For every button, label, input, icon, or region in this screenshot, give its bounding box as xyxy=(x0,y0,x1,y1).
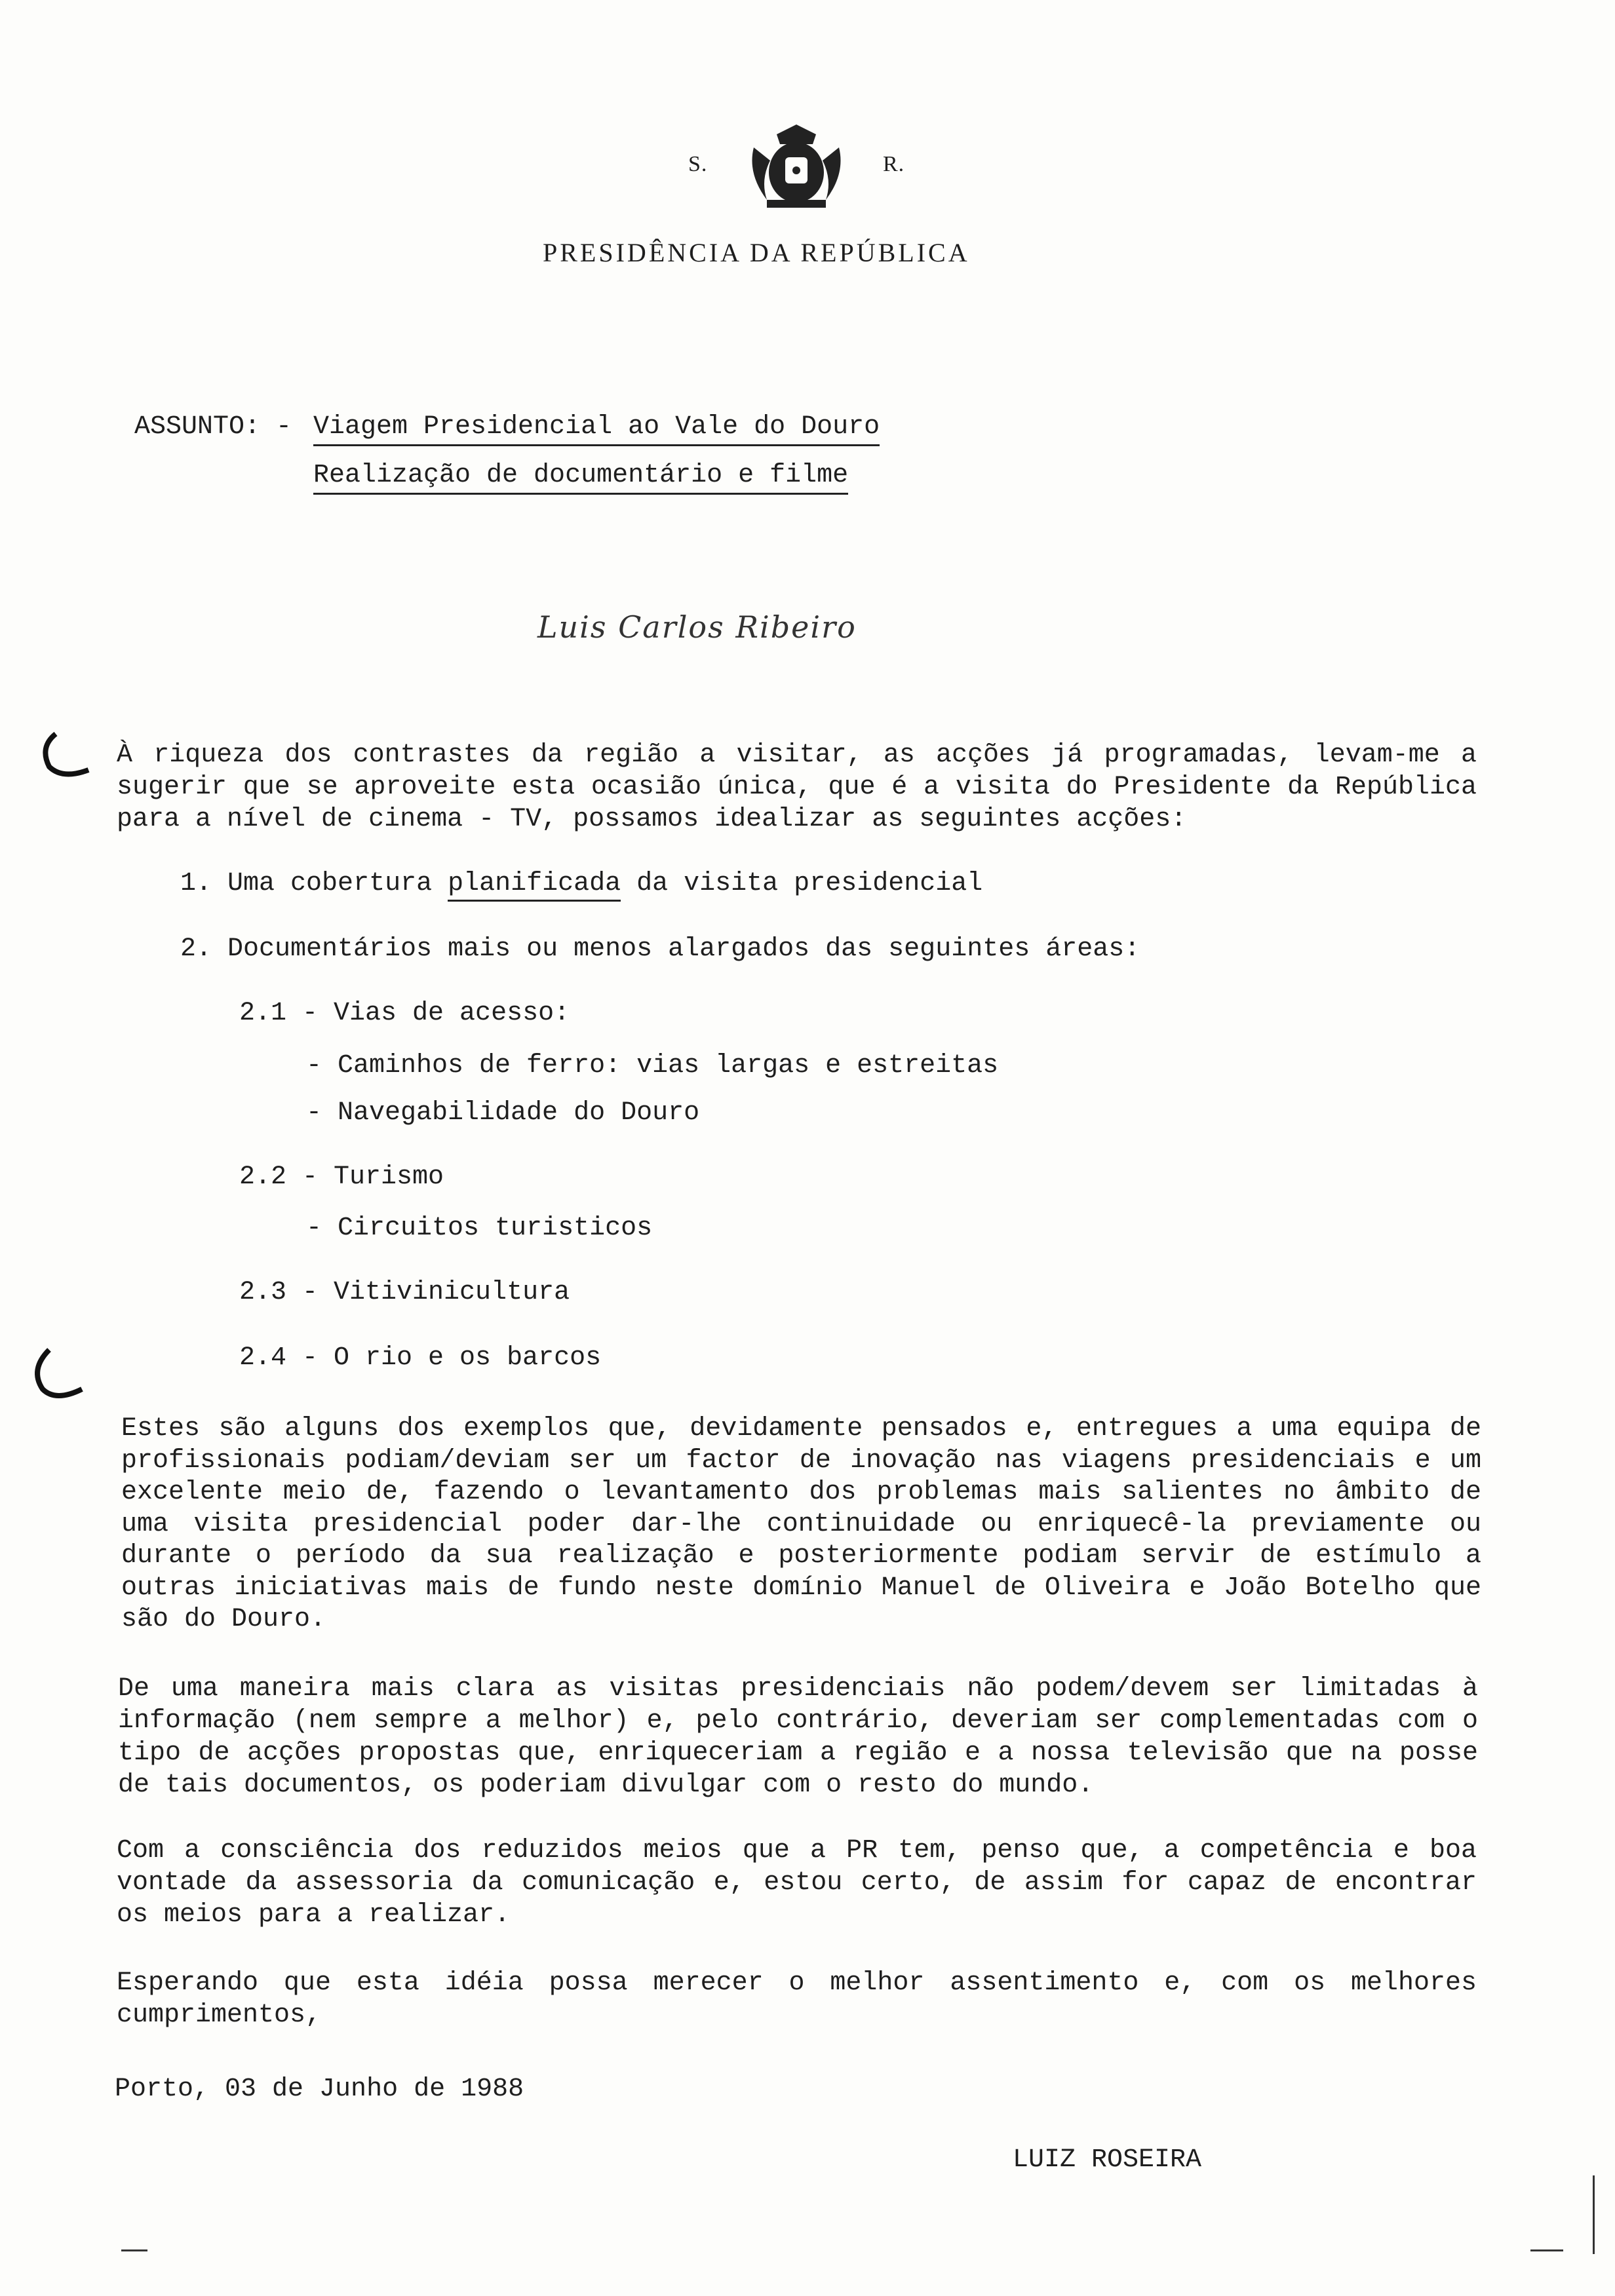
list-item-1-text: Uma cobertura xyxy=(227,869,448,898)
margin-bracket-mark xyxy=(26,1347,88,1406)
subject-line-1: Viagem Presidencial ao Vale do Douro xyxy=(313,411,880,446)
list-item-1-number: 1. xyxy=(180,869,212,898)
list-item-2: 2. Documentários mais ou menos alargados das seguintes áreas: xyxy=(180,934,1140,964)
signature-name: LUIZ ROSEIRA xyxy=(1013,2145,1202,2175)
subject-label: ASSUNTO: - xyxy=(134,412,292,442)
subitem-2-3: 2.3 - Vitivinicultura xyxy=(239,1278,570,1307)
subitem-2-4: 2.4 - O rio e os barcos xyxy=(239,1343,602,1373)
list-item-1 xyxy=(180,868,983,900)
list-item-1-tail: da visita presidencial xyxy=(621,869,983,898)
body-paragraph-2: De uma maneira mais clara as visitas presidenciais não podem/devem ser limitadas à informação (nem sempre a melhor) e, pelo contrário, deveriam ser complementadas com o tipo de acções propostas que, enriqueceriam a região e a nossa televisão que na posse de tais documentos, os poderiam divulgar com o resto do mundo. xyxy=(118,1674,1478,1800)
place-date: Porto, 03 de Junho de 1988 xyxy=(115,2075,524,2104)
subitem-2-1: 2.1 - Vias de acesso: xyxy=(239,999,570,1028)
handwritten-annotation: Luis Carlos Ribeiro xyxy=(537,609,857,645)
body-paragraph-1: Estes são alguns dos exemplos que, devidamente pensados e, entregues a uma equipa de profissionais podiam/deviam ser um factor de inovação nas viagens presidenciais e um excelente meio de, fazendo o levantamento dos problemas mais salientes no âmbito de uma visita presidencial poder dar-lhe continuidade ou enriquecê-la previamente ou durante o período da sua realização e posteriormente podiam servir de estímulo a outras iniciativas mais de fundo neste domínio Manuel de Oliveira e João Botelho que são do Douro. xyxy=(121,1414,1481,1634)
scan-bottom-dash xyxy=(1530,2249,1563,2251)
subitem-2-2-a: - Circuitos turisticos xyxy=(306,1214,653,1243)
header-letter-right: R. xyxy=(883,152,905,176)
intro-paragraph: À riqueza dos contrastes da região a visitar, as acções já programadas, levam-me a sugerir que se aproveite esta ocasião única, que é a visita do Presidente da República para a nível de cinema - TV, possamos idealizar as seguintes acções: xyxy=(117,740,1477,834)
subitem-2-1-b: - Navegabilidade do Douro xyxy=(306,1098,700,1128)
subitem-2-2: 2.2 - Turismo xyxy=(239,1162,444,1192)
subitem-2-1-a: - Caminhos de ferro: vias largas e estreitas xyxy=(306,1051,999,1081)
scan-bottom-dash xyxy=(121,2249,147,2251)
institution-title: PRESIDÊNCIA DA REPÚBLICA xyxy=(543,238,970,267)
margin-bracket-mark xyxy=(36,731,95,783)
list-item-1-underlined: planificada xyxy=(448,869,621,902)
scan-edge-line xyxy=(1593,2175,1595,2254)
body-paragraph-4: Esperando que esta idéia possa merecer o melhor assentimento e, com os melhores cumprimentos, xyxy=(117,1968,1477,2030)
body-paragraph-3: Com a consciência dos reduzidos meios que a PR tem, penso que, a competência e boa vontade da assessoria da comunicação e, estou certo, de assim for capaz de encontrar os meios para a realizar. xyxy=(117,1836,1477,1930)
header-letter-left: S. xyxy=(688,152,708,176)
subject-line-2: Realização de documentário e filme xyxy=(313,460,848,495)
coat-of-arms-emblem xyxy=(741,121,852,220)
